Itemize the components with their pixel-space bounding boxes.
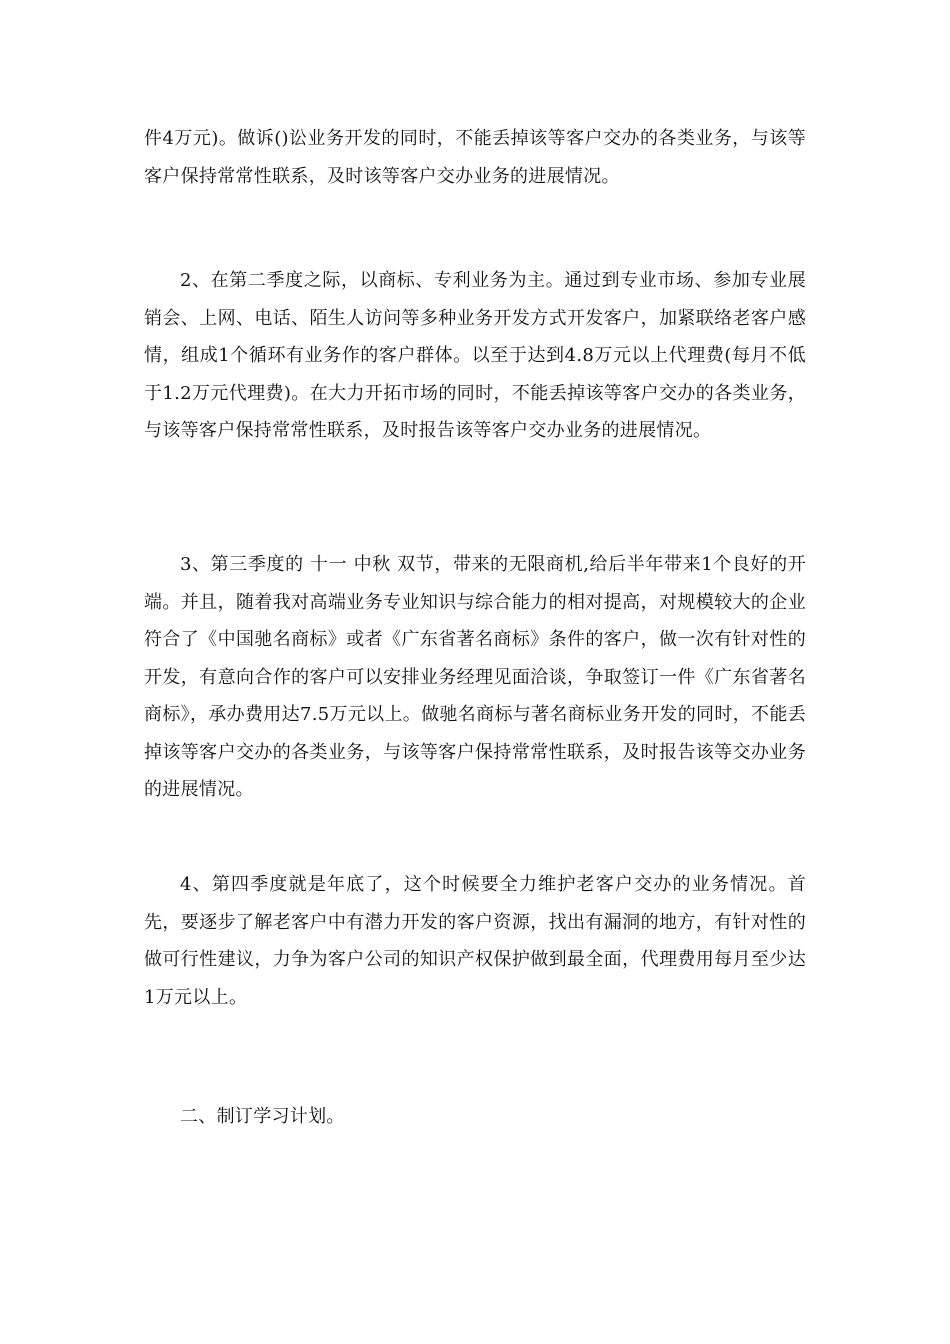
paragraph-q2-plan: 2、在第二季度之际，以商标、专利业务为主。通过到专业市场、参加专业展销会、上网、电话、陌生人访问等多种业务开发方式开发客户，加紧联络老客户感情，组成1个循环有业务作的客户群体。以至于达到4.8万元以上代理费(每月不低于1.2万元代理费)。在大力开拓市场的同时，不能丢掉该等客户交办的各类业务，与该等客户保持常常性联系，及时报告该等客户交办业务的进展情况。 [144, 270, 806, 441]
paragraph-q4-plan: 4、第四季度就是年底了，这个时候要全力维护老客户交办的业务情况。首先，要逐步了解老客户中有潜力开发的客户资源，找出有漏洞的地方，有针对性的做可行性建议，力争为客户公司的知识产权保护做到最全面，代理费用每月至少达1万元以上。 [144, 874, 806, 1008]
paragraph-q1-continuation: 件4万元)。做诉()讼业务开发的同时，不能丢掉该等客户交办的各类业务，与该等客户保持常常性联系，及时该等客户交办业务的进展情况。 [144, 128, 806, 187]
section-heading-study-plan: 二、制订学习计划。 [180, 1106, 345, 1127]
paragraph-q3-plan: 3、第三季度的 十一 中秋 双节，带来的无限商机,给后半年带来1个良好的开端。并且，随着我对高端业务专业知识与综合能力的相对提高，对规模较大的企业符合了《中国驰名商标》或者《广东省著名商标》条件的客户，做一次有针对性的开发，有意向合作的客户可以安排业务经理见面洽谈，争取签订一件《广东省著名商标》，承办费用达7.5万元以上。做驰名商标与著名商标业务开发的同时，不能丢掉该等客户交办的各类业务，与该等客户保持常常性联系，及时报告该等交办业务的进展情况。 [144, 554, 806, 800]
